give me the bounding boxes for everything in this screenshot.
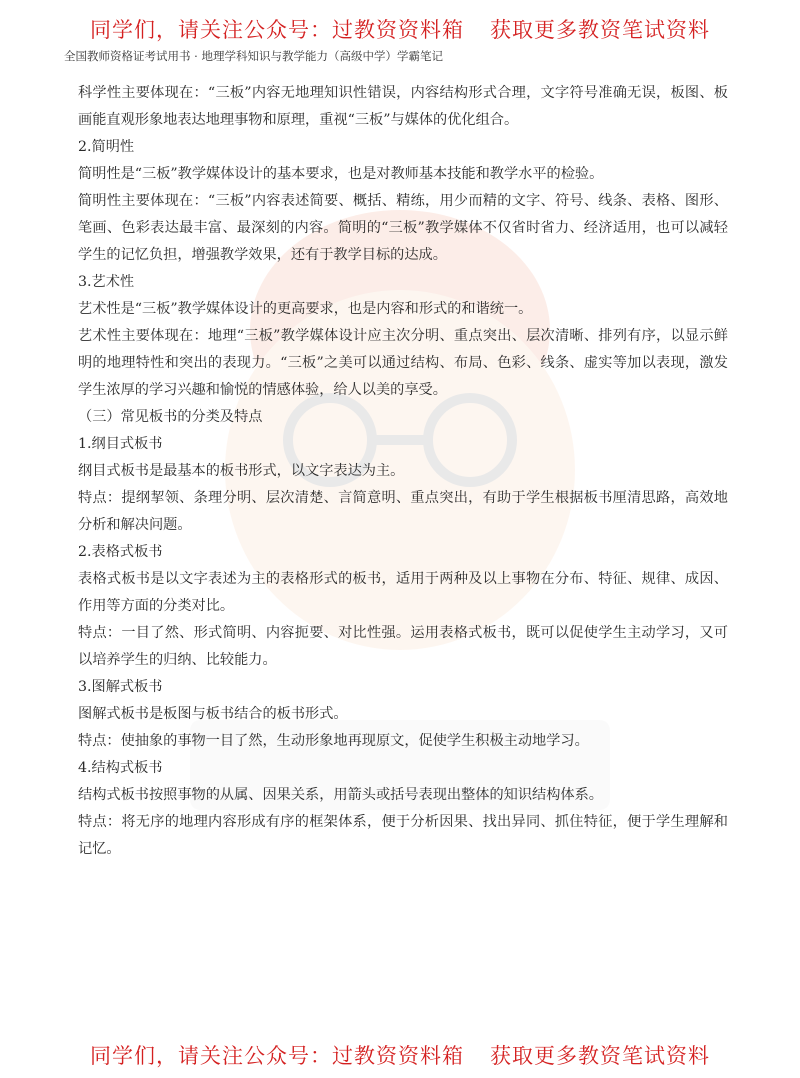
section-heading: 1.纲目式板书 — [78, 436, 163, 452]
document-body — [78, 80, 728, 863]
section-heading: 2.表格式板书 — [78, 544, 163, 560]
paragraph: 科学性主要体现在：“三板”内容无地理知识性错误，内容结构形式合理，文字符号准确无误，板图、板画能直观形象地表达地理事物和原理，重视“三板”与媒体的优化组合。 — [78, 85, 728, 128]
section-heading: 3.艺术性 — [78, 274, 135, 290]
promo-banner-bottom — [0, 1040, 800, 1070]
paragraph: 简明性是“三板”教学媒体设计的基本要求，也是对教师基本技能和教学水平的检验。 — [78, 166, 604, 182]
running-header: 全国教师资格证考试用书 · 地理学科知识与教学能力（高级中学）学霸笔记 — [64, 49, 443, 63]
paragraph: 简明性主要体现在：“三板”内容表述简要、概括、精练，用少而精的文字、符号、线条、表格、图形、笔画、色彩表达最丰富、最深刻的内容。简明的“三板”教学媒体不仅省时省力、经济适用，也可以减轻学生的记忆负担，增强教学效果，还有于教学目标的达成。 — [78, 193, 728, 263]
section-heading: 4.结构式板书 — [78, 760, 163, 776]
section-heading: （三）常见板书的分类及特点 — [78, 409, 263, 425]
banner-left-text: 同学们，请关注公众号：过教资资料箱 — [90, 1044, 464, 1068]
banner-right-text: 获取更多教资笔试资料 — [490, 1044, 710, 1068]
paragraph: 特点：提纲挈领、条理分明、层次清楚、言简意明、重点突出，有助于学生根据板书厘清思路，高效地分析和解决问题。 — [78, 490, 728, 533]
paragraph: 特点：将无序的地理内容形成有序的框架体系，便于分析因果、找出异同、抓住特征，便于学生理解和记忆。 — [78, 814, 728, 857]
paragraph: 特点：一目了然、形式简明、内容扼要、对比性强。运用表格式板书，既可以促使学生主动学习，又可以培养学生的归纳、比较能力。 — [78, 625, 728, 668]
paragraph: 纲目式板书是最基本的板书形式，以文字表达为主。 — [78, 463, 405, 479]
paragraph: 图解式板书是板图与板书结合的板书形式。 — [78, 706, 348, 722]
promo-banner-top — [0, 14, 800, 44]
section-heading: 3.图解式板书 — [78, 679, 163, 695]
paragraph: 表格式板书是以文字表述为主的表格形式的板书，适用于两种及以上事物在分布、特征、规律、成因、作用等方面的分类对比。 — [78, 571, 728, 614]
paragraph: 艺术性主要体现在：地理“三板”教学媒体设计应主次分明、重点突出、层次清晰、排列有序，以显示鲜明的地理特性和突出的表现力。“三板”之美可以通过结构、布局、色彩、线条、虚实等加以表现，激发学生浓厚的学习兴趣和愉悦的情感体验，给人以美的享受。 — [78, 328, 728, 398]
paragraph: 结构式板书按照事物的从属、因果关系，用箭头或括号表现出整体的知识结构体系。 — [78, 787, 603, 803]
section-heading: 2.简明性 — [78, 139, 135, 155]
banner-left-text: 同学们，请关注公众号：过教资资料箱 — [90, 18, 464, 42]
paragraph: 特点：使抽象的事物一目了然，生动形象地再现原文，促使学生积极主动地学习。 — [78, 733, 589, 749]
banner-right-text: 获取更多教资笔试资料 — [490, 18, 710, 42]
paragraph: 艺术性是“三板”教学媒体设计的更高要求，也是内容和形式的和谐统一。 — [78, 301, 533, 317]
